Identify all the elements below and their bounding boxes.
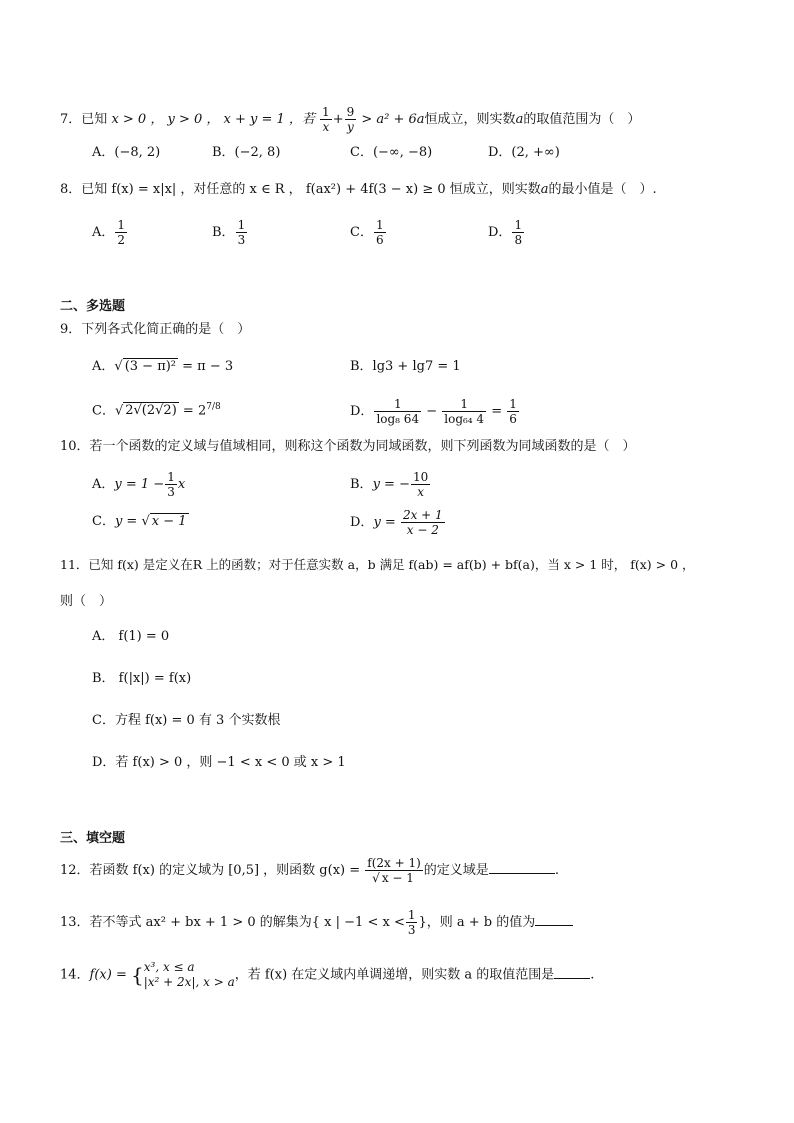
q10-d-pre: y = — [373, 515, 400, 530]
q11-option-d[interactable]: D．若 f(x) > 0 ，则 −1 < x < 0 或 x > 1 — [92, 755, 346, 770]
q7-number: 7． — [60, 112, 82, 127]
q9-a-label: A． — [92, 359, 115, 374]
q12-post: 的定义域是 — [423, 863, 489, 878]
q8-c-num: 1 — [375, 218, 384, 232]
q8-b-den: 3 — [237, 233, 246, 247]
q9-c-label: C． — [92, 403, 115, 419]
q7-fraction-2 — [345, 105, 357, 134]
q8-option-d[interactable] — [488, 218, 525, 247]
q13-pre: 13．若不等式 ax² + bx + 1 > 0 的解集为 — [60, 915, 312, 930]
question-11-line-2: 则（ ） — [60, 594, 113, 609]
q10-d-fraction — [401, 508, 445, 537]
q12-fraction — [365, 856, 423, 885]
q8-option-b[interactable] — [212, 218, 248, 247]
q9-c-rhs: = 2 — [178, 403, 207, 419]
q14-fx: f(x) = — [89, 967, 127, 983]
question-14 — [60, 960, 754, 990]
q7-f1-num: 1 — [322, 105, 330, 119]
q12-radicand: x − 1 — [381, 871, 414, 885]
q9-c-radicand: 2√(2√2) — [125, 403, 177, 419]
q12-period: . — [554, 863, 559, 878]
q9-option-d[interactable]: D． $\frac{1}{\text{log₈ 64}}$ − $\frac{1}{\text{log₆₄ 4}}$ = $\frac{1}{6}$ — [350, 397, 517, 426]
q11-option-a[interactable]: A． f(1) = 0 — [92, 629, 170, 644]
q10-b-fraction — [411, 470, 430, 499]
q9-d-f3-den: 6 — [509, 412, 517, 426]
q14-case-1: x³, x ≤ a — [143, 960, 195, 974]
q9-d-f2-num: 1 — [442, 397, 486, 412]
q10-c-radicand: x − 1 — [151, 514, 187, 529]
q9-c-exponent: 7/8 — [206, 402, 221, 412]
q12-pre: 12．若函数 f(x) 的定义域为 [0,5] ，则函数 g(x) = — [60, 863, 365, 878]
q10-b-pre: y = − — [372, 477, 410, 492]
q8-a-label: A． — [92, 225, 115, 240]
q13-set-post: } — [418, 915, 427, 930]
q10-c-pre: y = — [114, 514, 142, 529]
q7-option-d[interactable]: D．(2, +∞) — [488, 145, 560, 160]
q14-cases — [144, 960, 235, 990]
q10-a-fraction — [165, 470, 177, 499]
q8-text-1: 已知 f(x) = x|x| ，对任意的 x ∈ R ， f(ax²) + 4f(3 − x) ≥ 0 恒成立，则实数 — [81, 182, 541, 197]
q9-a-radicand: (3 − π)² — [124, 359, 177, 374]
q14-case-2: |x² + 2x|, x > a — [143, 975, 235, 989]
q10-d-den: x − 2 — [406, 523, 439, 537]
q7-f2-num: 9 — [346, 105, 355, 119]
q8-a-fraction — [115, 218, 127, 247]
q9-d-f1-den: log₈ 64 — [376, 412, 420, 426]
q7-f2-den: y — [347, 120, 354, 134]
q10-b-num: 10 — [412, 470, 429, 484]
q8-d-num: 1 — [514, 218, 523, 232]
q9-d-f1-num: 1 — [374, 397, 421, 412]
q10-c-label: C． — [92, 514, 115, 529]
q10-a-label: A． — [92, 477, 115, 492]
section-heading-multi: 二、多选题 — [60, 299, 126, 314]
q8-var: a — [540, 182, 549, 197]
q8-d-den: 8 — [514, 233, 523, 247]
q9-d-fraction-2 — [442, 397, 486, 426]
q8-b-num: 1 — [237, 218, 246, 232]
q9-option-c[interactable]: C．√ $2√(2√2) = 2^{7/8}$ — [92, 402, 221, 419]
q9-option-b[interactable]: B．lg3 + lg7 = 1 — [350, 359, 461, 374]
section-heading-fill: 三、填空题 — [60, 831, 126, 846]
q11-option-b[interactable]: B． f(|x|) = f(x) — [92, 671, 192, 686]
q13-den: 3 — [407, 923, 416, 937]
q13-set-pre: { x | −1 < x < — [311, 915, 405, 930]
q10-b-label: B． — [350, 477, 373, 492]
question-12 — [60, 856, 754, 885]
q8-option-c[interactable] — [350, 218, 387, 247]
q10-a-den: 3 — [167, 485, 175, 499]
q13-fraction — [406, 908, 418, 937]
q7-option-a[interactable]: A．(−8, 2) — [92, 145, 161, 160]
q12-answer-blank[interactable] — [489, 873, 555, 874]
q7-fraction-1 — [320, 105, 332, 134]
q10-d-label: D． — [350, 515, 374, 530]
q9-d-fraction-3 — [507, 397, 519, 426]
q11-option-c[interactable]: C．方程 f(x) = 0 有 3 个实数根 — [92, 713, 281, 728]
q10-a-num: 1 — [167, 470, 175, 484]
question-11-line-1: 11．已知 f(x) 是定义在R 上的函数；对于任意实数 a，b 满足 f(ab) = af(b) + bf(a)，当 x > 1 时， f(x) > 0 ， — [60, 557, 695, 572]
q10-option-b[interactable] — [350, 470, 431, 499]
question-7: 7．已知 x > 0 ， y > 0 ， x + y = 1 ，若 $\frac{1}{x}$ + $\frac{9}{y}$ > a² + 6a恒成立，则实数a的取值范围为（ ） — [60, 105, 641, 134]
q10-option-a[interactable] — [92, 470, 185, 499]
q9-option-a[interactable]: A．√ (3 − π)² = π − 3 — [92, 359, 234, 374]
q8-a-num: 1 — [117, 218, 126, 232]
question-10: 10．若一个函数的定义域与值域相同，则称这个函数为同域函数，则下列函数为同域函数的是（ ） — [60, 439, 636, 454]
q9-d-f3-num: 1 — [509, 397, 517, 411]
q8-number: 8． — [60, 182, 82, 197]
q8-option-a[interactable] — [92, 218, 128, 247]
q10-d-num: 2x + 1 — [402, 508, 443, 522]
q7-option-b[interactable]: B．(−2, 8) — [212, 145, 281, 160]
q8-b-label: B． — [212, 225, 235, 240]
q7-option-c[interactable]: C．(−∞, −8) — [350, 145, 433, 160]
question-13 — [60, 908, 754, 937]
q14-answer-blank[interactable] — [554, 978, 590, 979]
q13-num: 1 — [407, 908, 416, 922]
q9-d-label: D． — [350, 404, 374, 419]
q8-a-den: 2 — [117, 233, 126, 247]
q14-brace: { — [131, 963, 144, 987]
q14-post: ，若 f(x) 在定义域内单调递增，则实数 a 的取值范围是 — [234, 967, 555, 983]
q9-a-rhs: = π − 3 — [178, 359, 234, 374]
q8-b-fraction — [236, 218, 248, 247]
q14-number: 14． — [60, 967, 90, 983]
q13-answer-blank[interactable] — [535, 925, 573, 926]
question-9: 9．下列各式化简正确的是（ ） — [60, 322, 251, 337]
q7-tail: 的取值范围为（ ） — [523, 112, 641, 127]
q8-d-fraction — [512, 218, 524, 247]
q14-period: . — [590, 967, 595, 983]
q9-d-fraction-1 — [374, 397, 421, 426]
q12-num: f(2x + 1) — [367, 856, 421, 870]
q10-option-d[interactable] — [350, 508, 446, 537]
q10-a-post: x — [177, 477, 186, 492]
q10-a-pre: y = 1 − — [114, 477, 165, 492]
q8-text-2: 的最小值是（ ）. — [548, 182, 657, 197]
q7-condition: x > 0 ， y > 0 ， x + y = 1 ，若 — [111, 112, 315, 127]
q7-f1-den: x — [322, 120, 330, 134]
q8-c-fraction — [374, 218, 386, 247]
q9-d-f2-den: log₆₄ 4 — [444, 412, 485, 426]
q8-c-label: C． — [350, 225, 373, 240]
q8-d-label: D． — [488, 225, 512, 240]
q12-den: √ x − 1 — [372, 871, 414, 885]
q7-var: a — [515, 112, 524, 127]
q8-c-den: 6 — [375, 233, 384, 247]
question-8 — [60, 180, 754, 200]
q13-post: ，则 a + b 的值为 — [426, 915, 536, 930]
q10-b-den: x — [417, 485, 424, 499]
q7-post: 恒成立，则实数 — [424, 112, 516, 127]
q7-inequality: > a² + 6a — [361, 112, 425, 127]
q10-option-c[interactable]: C．y = √ x − 1 — [92, 514, 187, 529]
q7-pre: 已知 — [81, 112, 108, 127]
